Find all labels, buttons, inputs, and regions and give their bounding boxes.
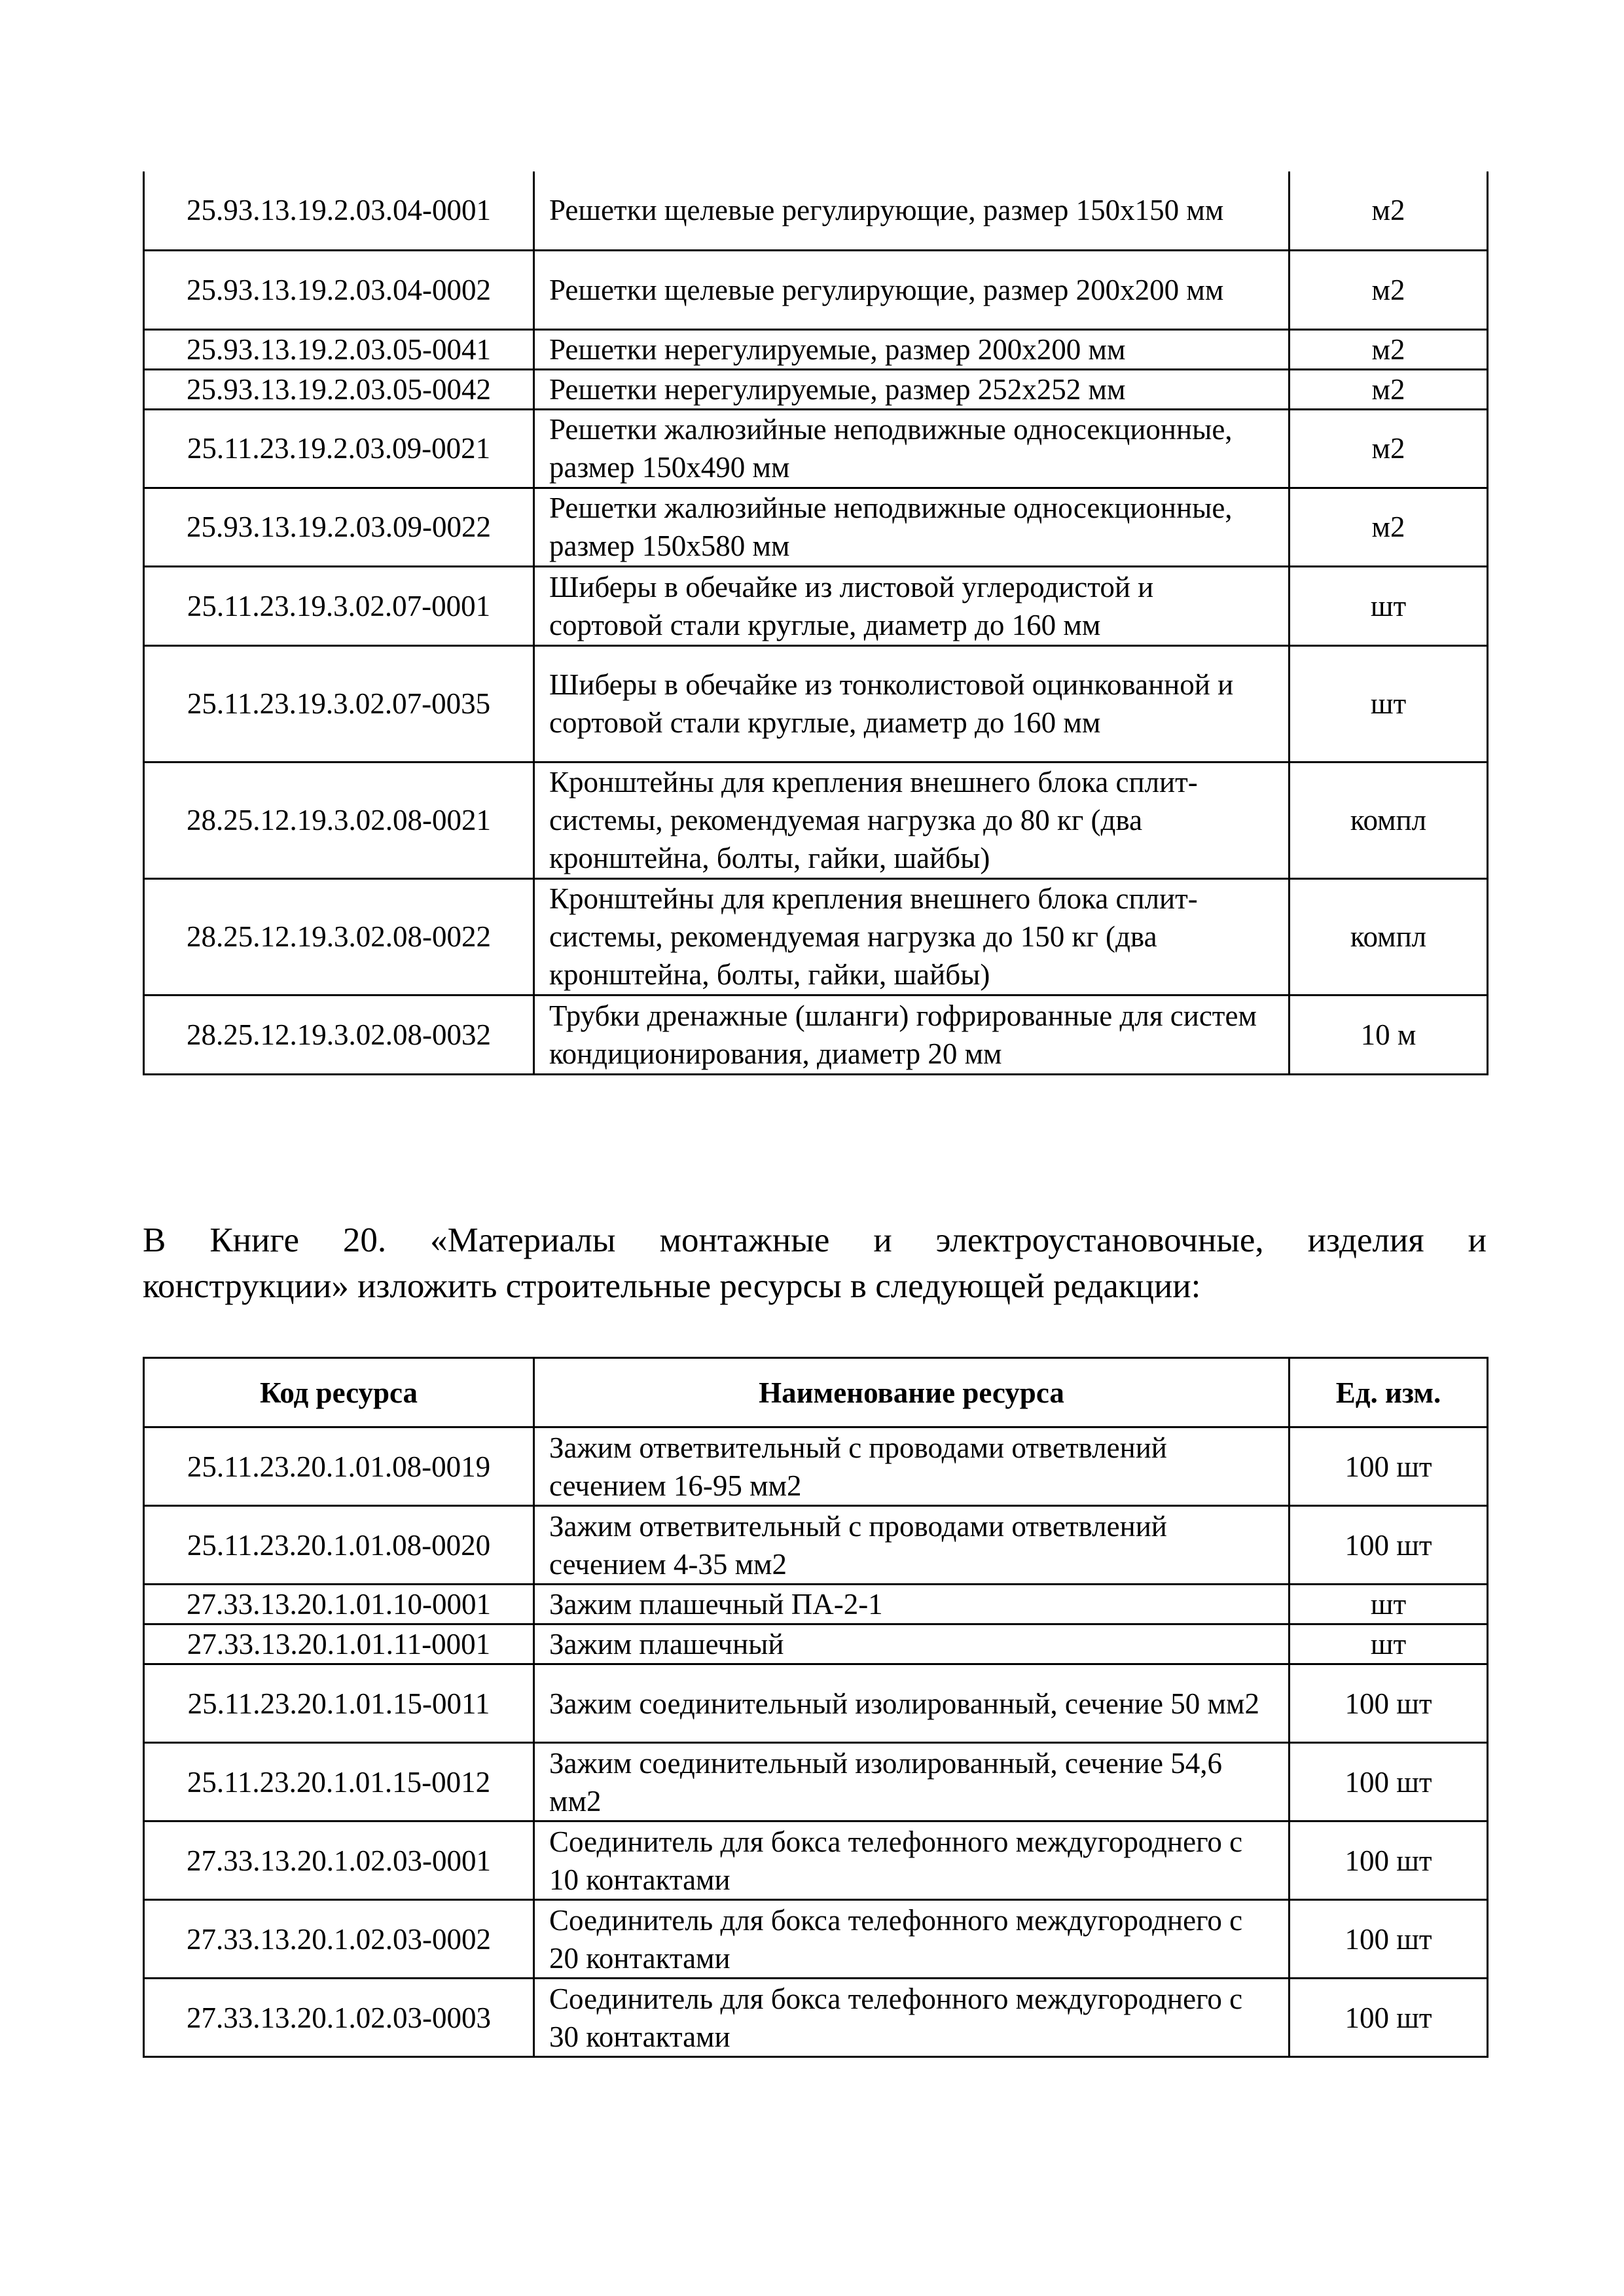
resource-name: Зажим ответвительный с проводами ответвлений сечением 16-95 мм2: [534, 1427, 1290, 1506]
resource-name: Решетки нерегулируемые, размер 252х252 мм: [534, 369, 1290, 409]
resource-name: Решетки щелевые регулирующие, размер 150х150 мм: [534, 171, 1290, 250]
resource-unit: 100 шт: [1290, 1979, 1488, 2057]
table-row: [144, 1743, 1488, 1821]
resource-code: 28.25.12.19.3.02.08-0022: [144, 878, 534, 995]
resource-unit: 10 м: [1290, 995, 1488, 1074]
resource-unit: м2: [1290, 250, 1488, 329]
table-row: [144, 1821, 1488, 1900]
table-row: [144, 566, 1488, 645]
resource-unit: компл: [1290, 762, 1488, 878]
resource-unit: 100 шт: [1290, 1427, 1488, 1506]
resource-name: Решетки жалюзийные неподвижные односекционные, размер 150х490 мм: [534, 409, 1290, 488]
table-row: [144, 1664, 1488, 1743]
resource-name: Зажим соединительный изолированный, сечение 54,6 мм2: [534, 1743, 1290, 1821]
table-row: [144, 1585, 1488, 1624]
resource-unit: шт: [1290, 1624, 1488, 1664]
resource-code: 25.11.23.20.1.01.15-0012: [144, 1743, 534, 1821]
resource-name: Решетки жалюзийные неподвижные односекционные, размер 150х580 мм: [534, 488, 1290, 566]
table-row: [144, 995, 1488, 1074]
header-code: Код ресурса: [144, 1358, 534, 1427]
resource-unit: м2: [1290, 409, 1488, 488]
resource-unit: 100 шт: [1290, 1506, 1488, 1585]
resource-table-book-20: [143, 1357, 1489, 2058]
table-row: [144, 878, 1488, 995]
resource-code: 25.11.23.19.3.02.07-0035: [144, 645, 534, 762]
resource-unit: 100 шт: [1290, 1821, 1488, 1900]
resource-code: 25.93.13.19.2.03.05-0041: [144, 329, 534, 369]
resource-unit: м2: [1290, 488, 1488, 566]
resource-code: 27.33.13.20.1.02.03-0003: [144, 1979, 534, 2057]
table-row: [144, 409, 1488, 488]
resource-code: 25.11.23.20.1.01.08-0020: [144, 1506, 534, 1585]
resource-name: Кронштейны для крепления внешнего блока сплит-системы, рекомендуемая нагрузка до 150 кг (два кронштейна, болты, гайки, шайбы): [534, 878, 1290, 995]
resource-code: 25.93.13.19.2.03.05-0042: [144, 369, 534, 409]
resource-code: 25.11.23.19.3.02.07-0001: [144, 566, 534, 645]
resource-name: Шиберы в обечайке из тонколистовой оцинкованной и сортовой стали круглые, диаметр до 160 мм: [534, 645, 1290, 762]
resource-unit: шт: [1290, 566, 1488, 645]
resource-name: Кронштейны для крепления внешнего блока сплит-системы, рекомендуемая нагрузка до 80 кг (два кронштейна, болты, гайки, шайбы): [534, 762, 1290, 878]
resource-name: Зажим плашечный ПА-2-1: [534, 1585, 1290, 1624]
resource-code: 27.33.13.20.1.02.03-0002: [144, 1900, 534, 1979]
resource-name: Решетки щелевые регулирующие, размер 200х200 мм: [534, 250, 1290, 329]
resource-table-continued: [143, 171, 1489, 1075]
resource-name: Трубки дренажные (шланги) гофрированные для систем кондиционирования, диаметр 20 мм: [534, 995, 1290, 1074]
resource-name: Зажим ответвительный с проводами ответвлений сечением 4-35 мм2: [534, 1506, 1290, 1585]
resource-code: 27.33.13.20.1.01.11-0001: [144, 1624, 534, 1664]
resource-code: 28.25.12.19.3.02.08-0032: [144, 995, 534, 1074]
resource-name: Соединитель для бокса телефонного междугороднего с 30 контактами: [534, 1979, 1290, 2057]
resource-name: Соединитель для бокса телефонного междугороднего с 20 контактами: [534, 1900, 1290, 1979]
resource-name: Решетки нерегулируемые, размер 200х200 мм: [534, 329, 1290, 369]
resource-code: 25.93.13.19.2.03.04-0002: [144, 250, 534, 329]
paragraph-line-2: конструкции» изложить строительные ресурсы в следующей редакции:: [143, 1267, 1201, 1305]
resource-name: Зажим плашечный: [534, 1624, 1290, 1664]
resource-unit: м2: [1290, 329, 1488, 369]
table-row: [144, 1979, 1488, 2057]
table-header-row: [144, 1358, 1488, 1427]
resource-unit: компл: [1290, 878, 1488, 995]
resource-code: 25.11.23.20.1.01.08-0019: [144, 1427, 534, 1506]
resource-code: 25.11.23.19.2.03.09-0021: [144, 409, 534, 488]
resource-code: 25.93.13.19.2.03.09-0022: [144, 488, 534, 566]
table-row: [144, 1427, 1488, 1506]
resource-unit: 100 шт: [1290, 1743, 1488, 1821]
header-unit: Ед. изм.: [1290, 1358, 1488, 1427]
resource-unit: шт: [1290, 645, 1488, 762]
section-paragraph: [143, 1217, 1487, 1309]
resource-code: 28.25.12.19.3.02.08-0021: [144, 762, 534, 878]
resource-name: Шиберы в обечайке из листовой углеродистой и сортовой стали круглые, диаметр до 160 мм: [534, 566, 1290, 645]
resource-unit: 100 шт: [1290, 1900, 1488, 1979]
resource-unit: шт: [1290, 1585, 1488, 1624]
resource-name: Зажим соединительный изолированный, сечение 50 мм2: [534, 1664, 1290, 1743]
resource-unit: м2: [1290, 369, 1488, 409]
table-row: [144, 1506, 1488, 1585]
resource-code: 27.33.13.20.1.02.03-0001: [144, 1821, 534, 1900]
paragraph-line-1: В Книге 20. «Материалы монтажные и электроустановочные, изделия и: [143, 1221, 1487, 1259]
resource-code: 25.11.23.20.1.01.15-0011: [144, 1664, 534, 1743]
table-row: [144, 762, 1488, 878]
table-row: [144, 645, 1488, 762]
table-row: [144, 171, 1488, 250]
table-row: [144, 250, 1488, 329]
table-row: [144, 1624, 1488, 1664]
resource-code: 25.93.13.19.2.03.04-0001: [144, 171, 534, 250]
table-row: [144, 1900, 1488, 1979]
resource-unit: 100 шт: [1290, 1664, 1488, 1743]
resource-code: 27.33.13.20.1.01.10-0001: [144, 1585, 534, 1624]
resource-unit: м2: [1290, 171, 1488, 250]
table-row: [144, 329, 1488, 369]
table-row: [144, 369, 1488, 409]
resource-name: Соединитель для бокса телефонного междугороднего с 10 контактами: [534, 1821, 1290, 1900]
table-row: [144, 488, 1488, 566]
header-name: Наименование ресурса: [534, 1358, 1290, 1427]
